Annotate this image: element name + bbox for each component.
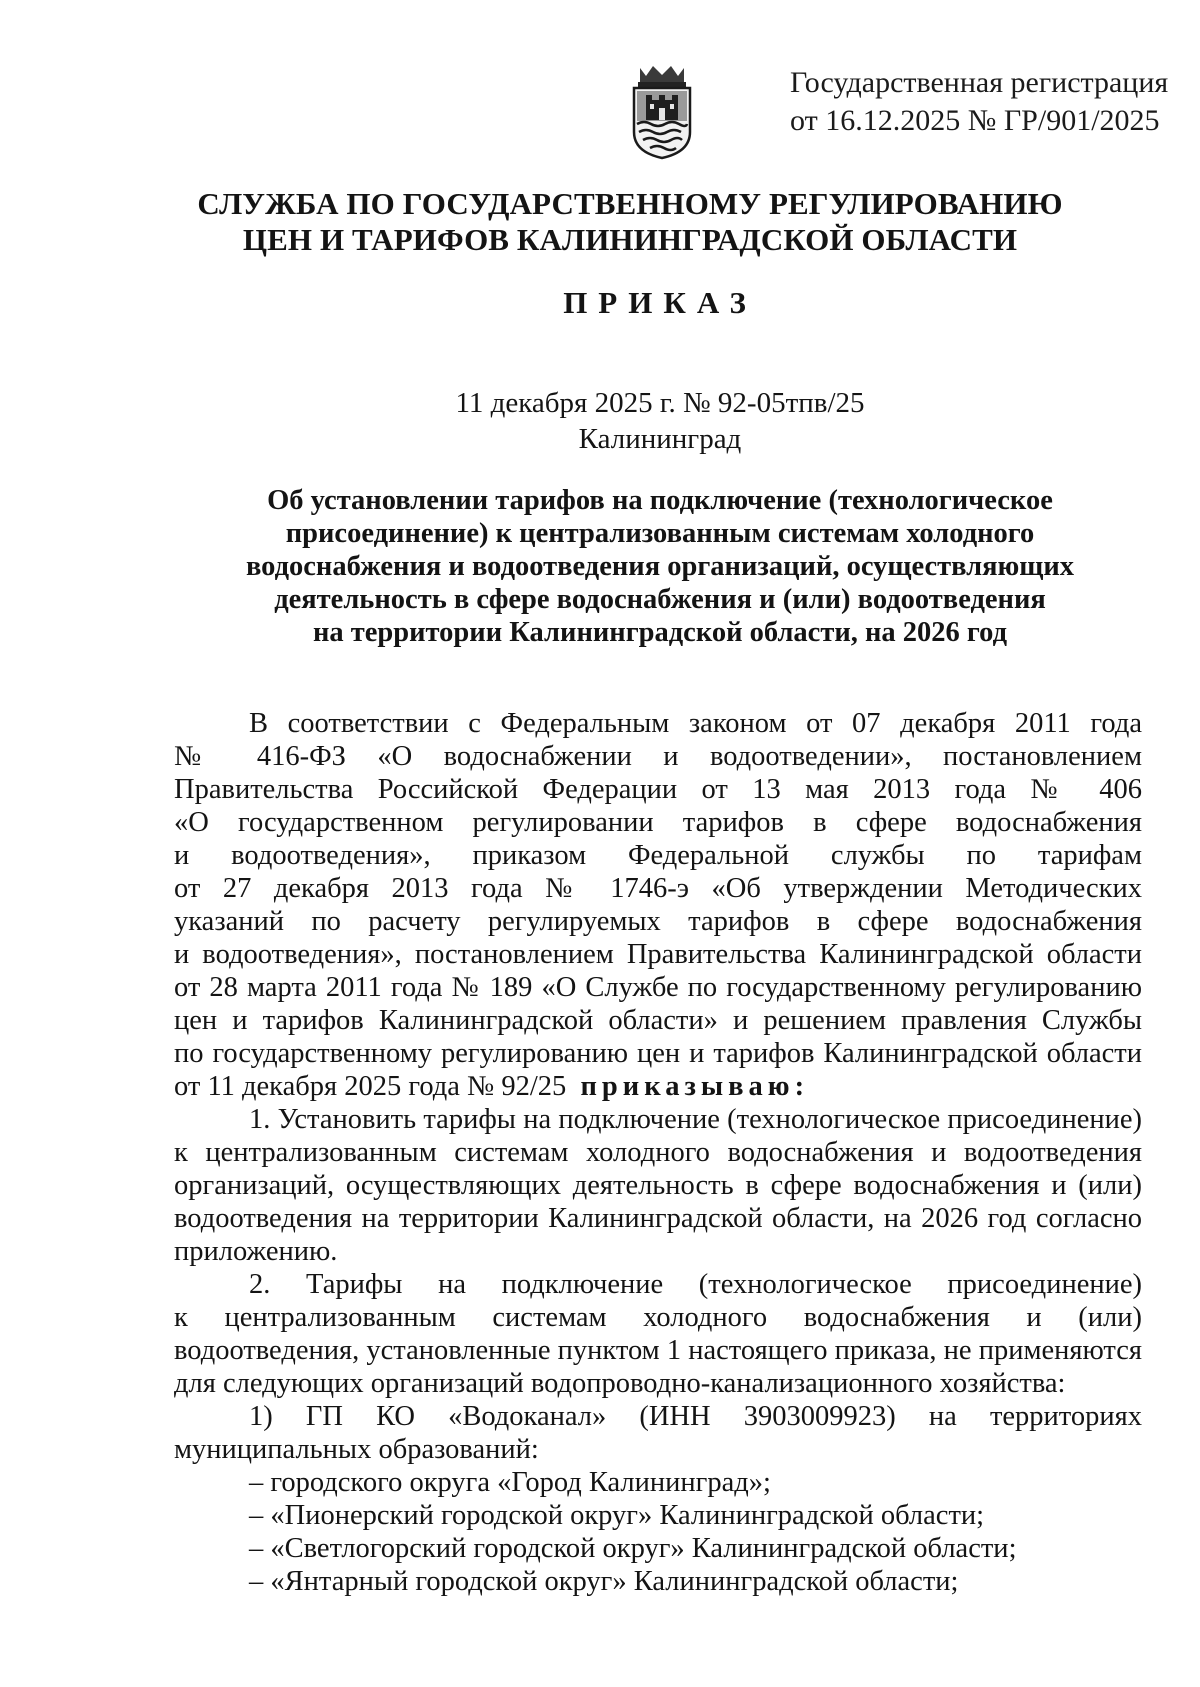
preamble-line: В соответствии с Федеральным законом от 07 декабря 2011 года	[249, 708, 1142, 739]
registration-label: Государственная регистрация	[790, 66, 1169, 99]
preamble-line: цен и тарифов Калининградской области» и решением правления Службы	[174, 1005, 1142, 1036]
preamble-line: «О государственном регулировании тарифов в сфере водоснабжения	[174, 807, 1142, 838]
registration-number: от 16.12.2025 № ГР/901/2025	[790, 104, 1160, 137]
document-type-heading: ПРИКАЗ	[563, 285, 757, 320]
order-word: приказываю:	[580, 1071, 810, 1102]
preamble-line: от 27 декабря 2013 года № 1746-э «Об утверждении Методических	[174, 873, 1142, 904]
preamble-line: Правительства Российской Федерации от 13 мая 2013 года № 406	[174, 774, 1142, 805]
subject-line: Об установлении тарифов на подключение (технологическое	[267, 485, 1053, 516]
subject-line: присоединение) к централизованным системам холодного	[285, 518, 1035, 549]
preamble-line: от 28 марта 2011 года № 189 «О Службе по государственному регулированию	[174, 972, 1142, 1003]
decision-reference: от 11 декабря 2025 года № 92/25	[174, 1071, 567, 1102]
territory-list-item: – «Пионерский городской округ» Калининградской области;	[249, 1500, 985, 1531]
preamble-final-line	[174, 1070, 1142, 1103]
item1-line: приложению.	[174, 1236, 338, 1267]
subject-line: деятельность в сфере водоснабжения и (или) водоотведения	[274, 584, 1046, 615]
agency-name-line: СЛУЖБА ПО ГОСУДАРСТВЕННОМУ РЕГУЛИРОВАНИЮ	[197, 186, 1063, 221]
subject-line: водоснабжения и водоотведения организаций, осуществляющих	[245, 551, 1075, 582]
state-registration	[790, 64, 1190, 140]
order-subject	[180, 484, 1140, 649]
kaliningrad-coat-of-arms-icon	[626, 62, 698, 160]
subject-line: на территории Калининградской области, на 2026 год	[312, 617, 1008, 648]
item1-line: водоотведения на территории Калининградской области, на 2026 год согласно	[174, 1203, 1142, 1234]
order-body	[174, 707, 1142, 1598]
item2-line: к централизованным системам холодного водоснабжения и (или)	[174, 1302, 1142, 1333]
order-details	[180, 385, 1140, 457]
item2-line: 2. Тарифы на подключение (технологическое присоединение)	[249, 1269, 1142, 1300]
agency-name	[180, 186, 1080, 258]
preamble-line: и водоотведения», постановлением Правительства Калининградской области	[174, 939, 1142, 970]
territory-list-item: – «Светлогорский городской округ» Калининградской области;	[249, 1533, 1017, 1564]
subitem1-line: муниципальных образований:	[174, 1434, 539, 1465]
item2-line: водоотведения, установленные пунктом 1 настоящего приказа, не применяются	[174, 1335, 1142, 1366]
subitem1-line: 1) ГП КО «Водоканал» (ИНН 3903009923) на территориях	[249, 1401, 1142, 1432]
preamble-line: и водоотведения», приказом Федеральной службы по тарифам	[174, 840, 1142, 871]
territory-list-item: – «Янтарный городской округ» Калининградской области;	[249, 1566, 959, 1597]
agency-name-line: ЦЕН И ТАРИФОВ КАЛИНИНГРАДСКОЙ ОБЛАСТИ	[242, 222, 1018, 257]
preamble-line: № 416-ФЗ «О водоснабжении и водоотведении», постановлением	[174, 741, 1142, 772]
item1-line: 1. Установить тарифы на подключение (технологическое присоединение)	[249, 1104, 1142, 1135]
order-date-number: 11 декабря 2025 г. № 92-05тпв/25	[455, 387, 865, 419]
preamble-line: указаний по расчету регулируемых тарифов в сфере водоснабжения	[174, 906, 1142, 937]
item1-line: организаций, осуществляющих деятельность в сфере водоснабжения и (или)	[174, 1170, 1142, 1201]
order-city: Калининград	[578, 423, 742, 455]
item2-line: для следующих организаций водопроводно-канализационного хозяйства:	[174, 1368, 1066, 1399]
territory-list-item: – городского округа «Город Калининград»;	[249, 1467, 771, 1498]
item1-line: к централизованным системам холодного водоснабжения и водоотведения	[174, 1137, 1142, 1168]
preamble-line: по государственному регулированию цен и тарифов Калининградской области	[174, 1038, 1142, 1069]
